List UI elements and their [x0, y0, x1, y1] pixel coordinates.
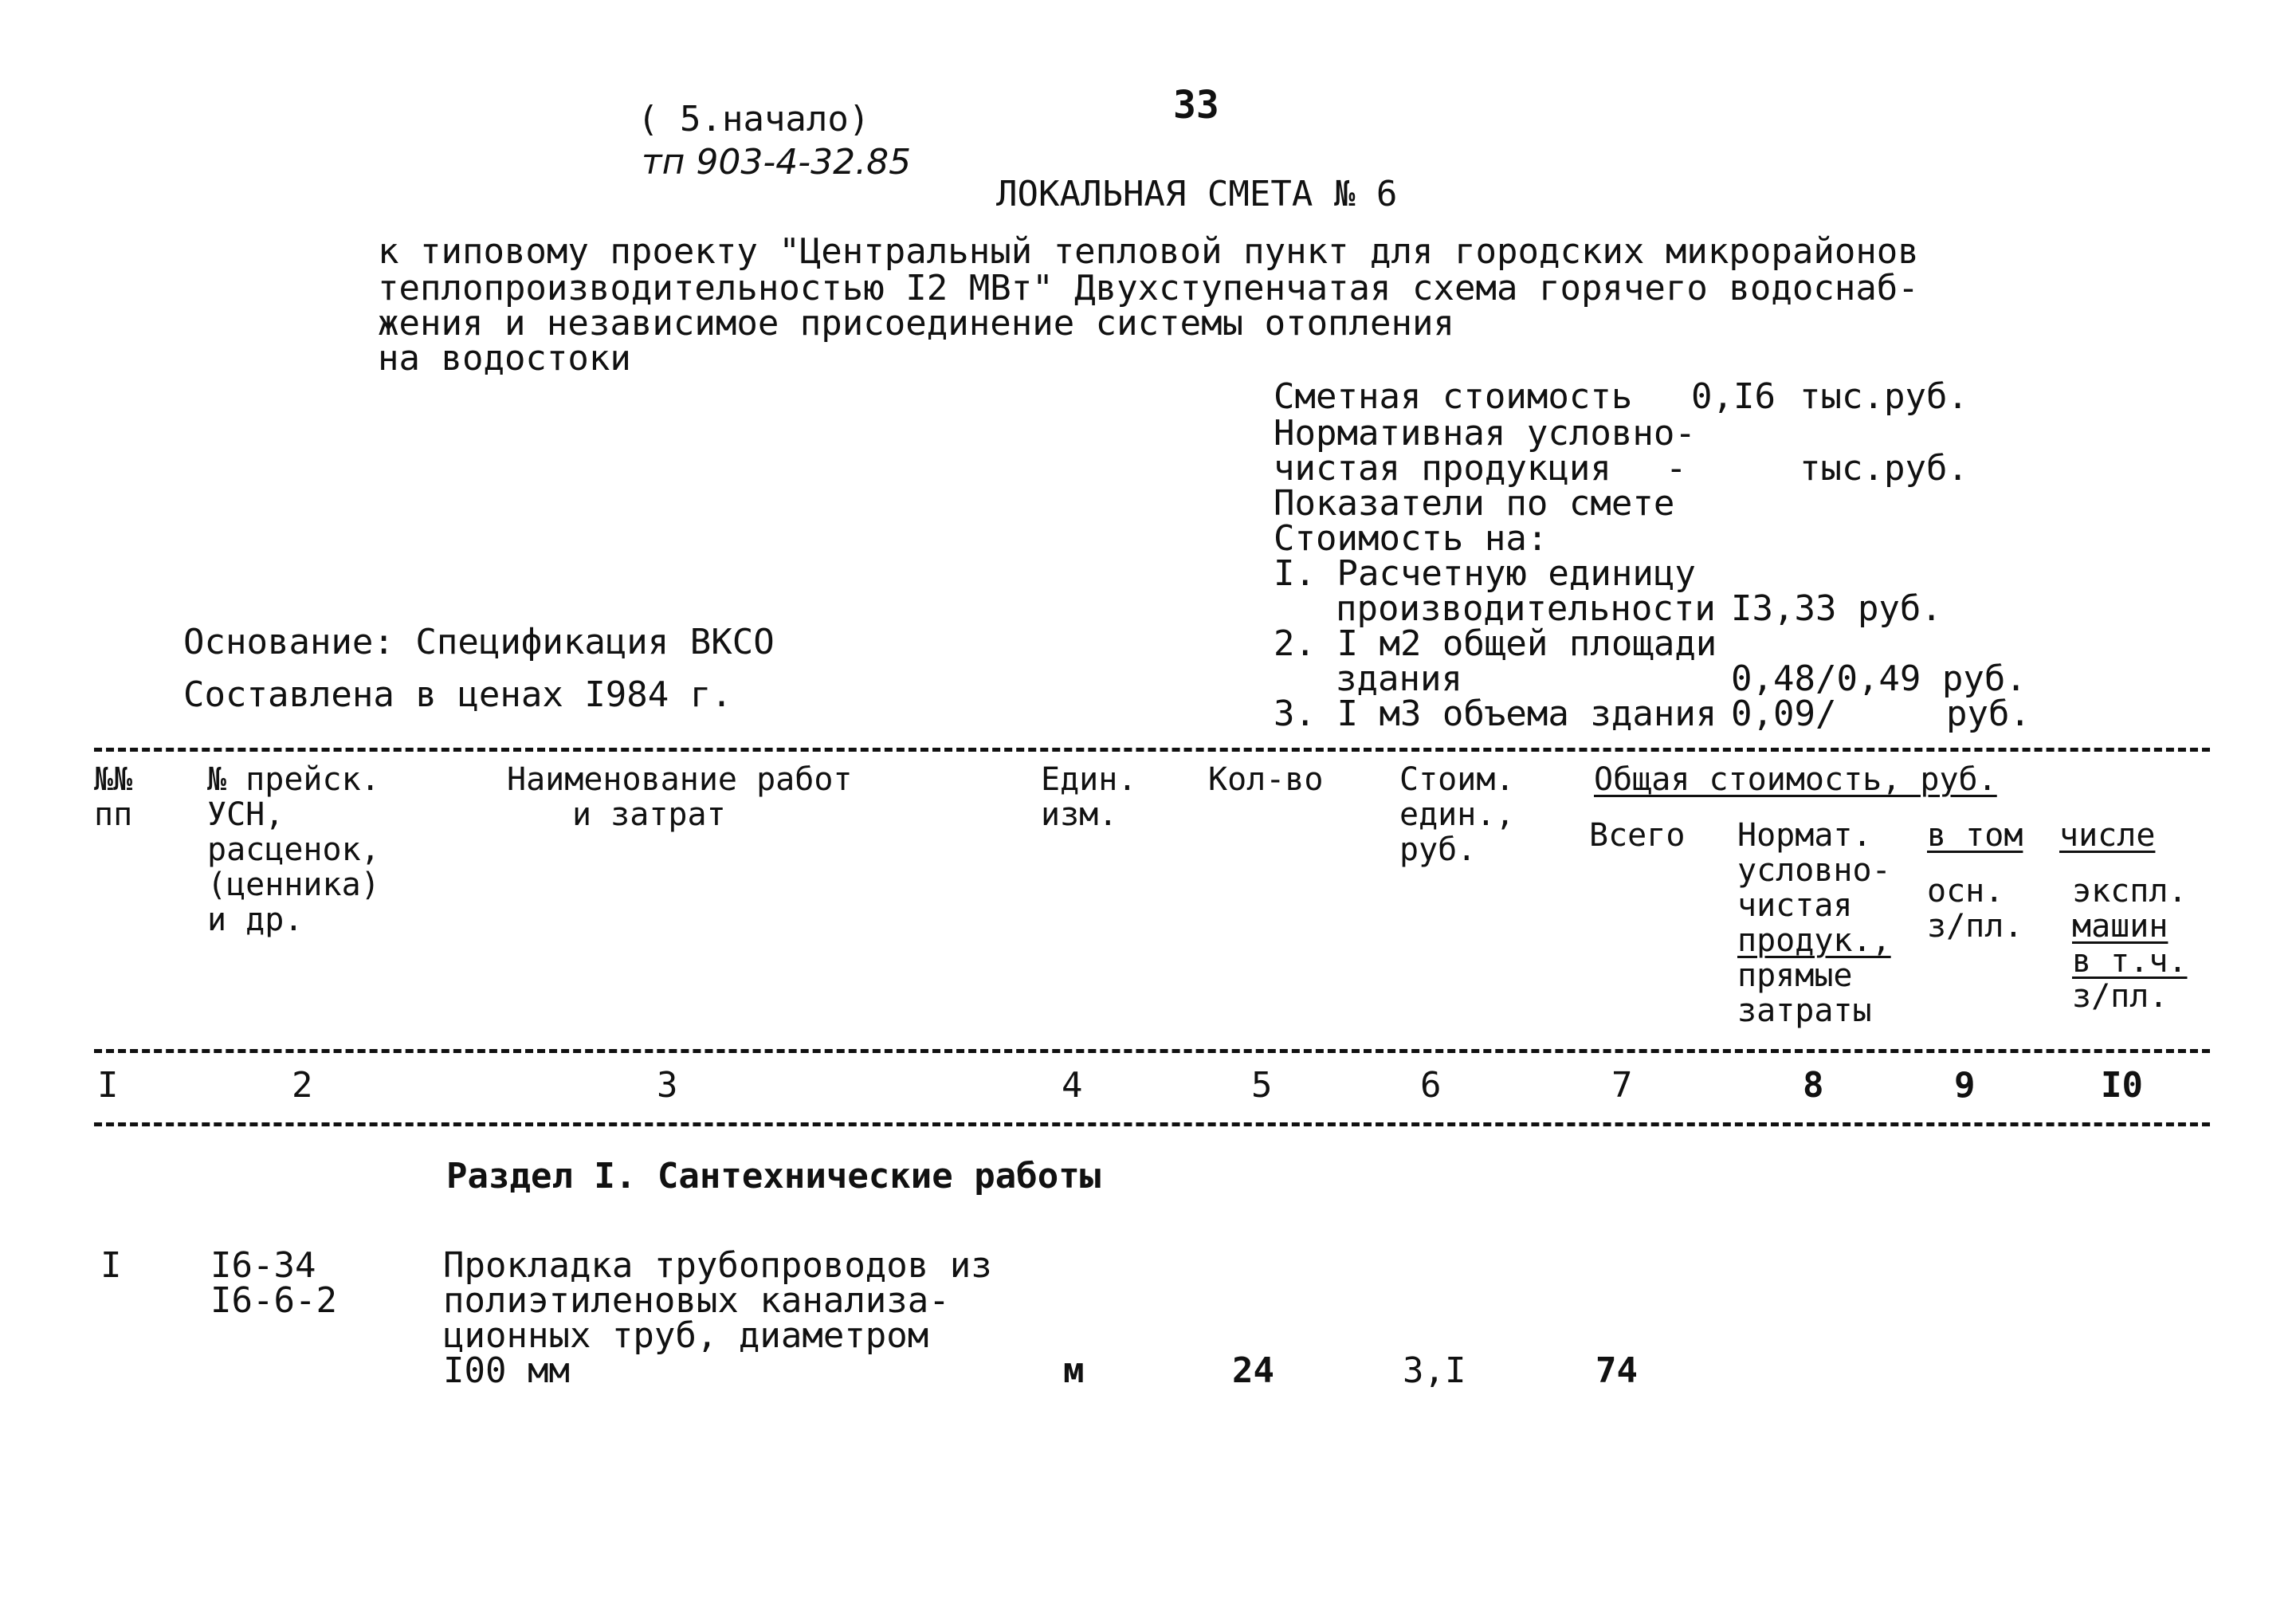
basis-text: Основание: Спецификация ВКСО — [183, 622, 775, 662]
indicators-label: Показатели по смете — [1274, 483, 1675, 524]
header-col-9: з/пл. — [1927, 908, 2023, 945]
indicator-1-value: I3,33 руб. — [1731, 588, 1942, 629]
header-total-group: Общая стоимость, руб. — [1594, 761, 1997, 798]
continuation-label: ( 5.начало) — [638, 99, 870, 140]
header-col-2: № прейск. — [207, 761, 380, 798]
row-name: полиэтиленовых канализа- — [443, 1280, 950, 1321]
indicator-3-unit: руб. — [1946, 694, 2031, 734]
column-number: I — [97, 1065, 119, 1106]
description-line: теплопроизводительностью I2 МВт" Двухступенчатая схема горячего водоснаб- — [378, 268, 1919, 308]
row-total: 74 — [1595, 1350, 1638, 1391]
header-col-6: един., — [1399, 796, 1515, 833]
header-col-2: (ценника) — [207, 866, 380, 903]
column-number: 6 — [1420, 1065, 1442, 1106]
row-name: Прокладка трубопроводов из — [443, 1245, 992, 1286]
header-col-8: условно- — [1737, 852, 1891, 889]
column-number: 4 — [1062, 1065, 1083, 1106]
column-number: 7 — [1611, 1065, 1633, 1106]
header-col-7: Всего — [1589, 817, 1686, 854]
header-col-8: прямые — [1737, 957, 1853, 994]
normative-label: чистая продукция — [1274, 448, 1611, 489]
header-col-3: Наименование работ — [507, 761, 853, 798]
row-code: I6-6-2 — [210, 1280, 337, 1321]
section-title: Раздел I. Сантехнические работы — [446, 1156, 1101, 1197]
header-col-8: Нормат. — [1737, 817, 1872, 854]
header-col-9: осн. — [1927, 873, 2004, 910]
column-number: 3 — [657, 1065, 678, 1106]
header-col-8: чистая — [1737, 887, 1853, 924]
description-line: жения и независимое присоединение системы отопления — [378, 303, 1455, 344]
header-col-2: УСН, — [207, 796, 285, 833]
indicator-2-value: 0,48/0,49 руб. — [1731, 658, 2027, 699]
row-name: ционных труб, диаметром — [443, 1315, 929, 1356]
row-unit: м — [1063, 1350, 1085, 1391]
column-number: I0 — [2101, 1065, 2143, 1106]
header-col-6: руб. — [1399, 831, 1477, 868]
table-top-rule — [94, 748, 2210, 752]
header-col-10: в т.ч. — [2072, 943, 2188, 980]
indicator-2-label: здания — [1336, 658, 1462, 699]
header-col-10: машин — [2072, 908, 2168, 945]
indicator-1-label: производительности — [1336, 588, 1716, 629]
column-number: 5 — [1251, 1065, 1273, 1106]
indicator-3-value: 0,09/ — [1731, 694, 1837, 734]
normative-label: Нормативная условно- — [1274, 413, 1696, 454]
normative-value: - — [1666, 448, 1687, 489]
description-line: к типовому проекту "Центральный тепловой пункт для городских микрорайонов — [378, 231, 1919, 272]
header-col-4: Един. — [1041, 761, 1137, 798]
column-number: 2 — [292, 1065, 313, 1106]
column-numbers-rule — [94, 1122, 2210, 1126]
header-col-10: экспл. — [2072, 873, 2188, 910]
row-number: I — [100, 1245, 122, 1286]
header-col-2: расценок, — [207, 831, 380, 868]
column-number: 8 — [1803, 1065, 1824, 1106]
prices-text: Составлена в ценах I984 г. — [183, 674, 732, 715]
header-col-2: и др. — [207, 902, 304, 938]
column-number: 9 — [1954, 1065, 1976, 1106]
header-col-6: Стоим. — [1399, 761, 1515, 798]
normative-unit: тыс.руб. — [1800, 448, 1968, 489]
header-bottom-rule — [94, 1049, 2210, 1053]
header-incl-label: числе — [2059, 817, 2156, 854]
row-quantity: 24 — [1232, 1350, 1274, 1391]
estimated-cost-unit: тыс.руб. — [1800, 376, 1968, 417]
header-col-1: пп — [94, 796, 133, 833]
header-col-8: продук., — [1737, 922, 1891, 959]
cost-per-label: Стоимость на: — [1274, 518, 1548, 559]
header-col-10: з/пл. — [2072, 978, 2168, 1015]
row-unit-cost: 3,I — [1403, 1350, 1466, 1391]
page-number: 33 — [1173, 83, 1219, 128]
header-col-4: изм. — [1041, 796, 1118, 833]
estimated-cost-value: 0,I6 — [1691, 376, 1776, 417]
header-col-5: Кол-во — [1208, 761, 1324, 798]
document-title: ЛОКАЛЬНАЯ СМЕТА № 6 — [996, 174, 1398, 214]
row-name: I00 мм — [443, 1350, 570, 1391]
header-col-8: затраты — [1737, 992, 1872, 1029]
estimated-cost-label: Сметная стоимость — [1274, 376, 1633, 417]
header-incl-label: в том — [1927, 817, 2023, 854]
header-col-1: №№ — [94, 761, 133, 798]
indicator-3-label: 3. I м3 объема здания — [1274, 694, 1717, 734]
indicator-1-label: I. Расчетную единицу — [1274, 553, 1696, 594]
handwritten-code: тп 903-4-32.85 — [642, 142, 912, 183]
row-code: I6-34 — [210, 1245, 316, 1286]
description-line: на водостоки — [378, 338, 631, 379]
indicator-2-label: 2. I м2 общей площади — [1274, 623, 1717, 664]
header-col-3: и затрат — [572, 796, 726, 833]
